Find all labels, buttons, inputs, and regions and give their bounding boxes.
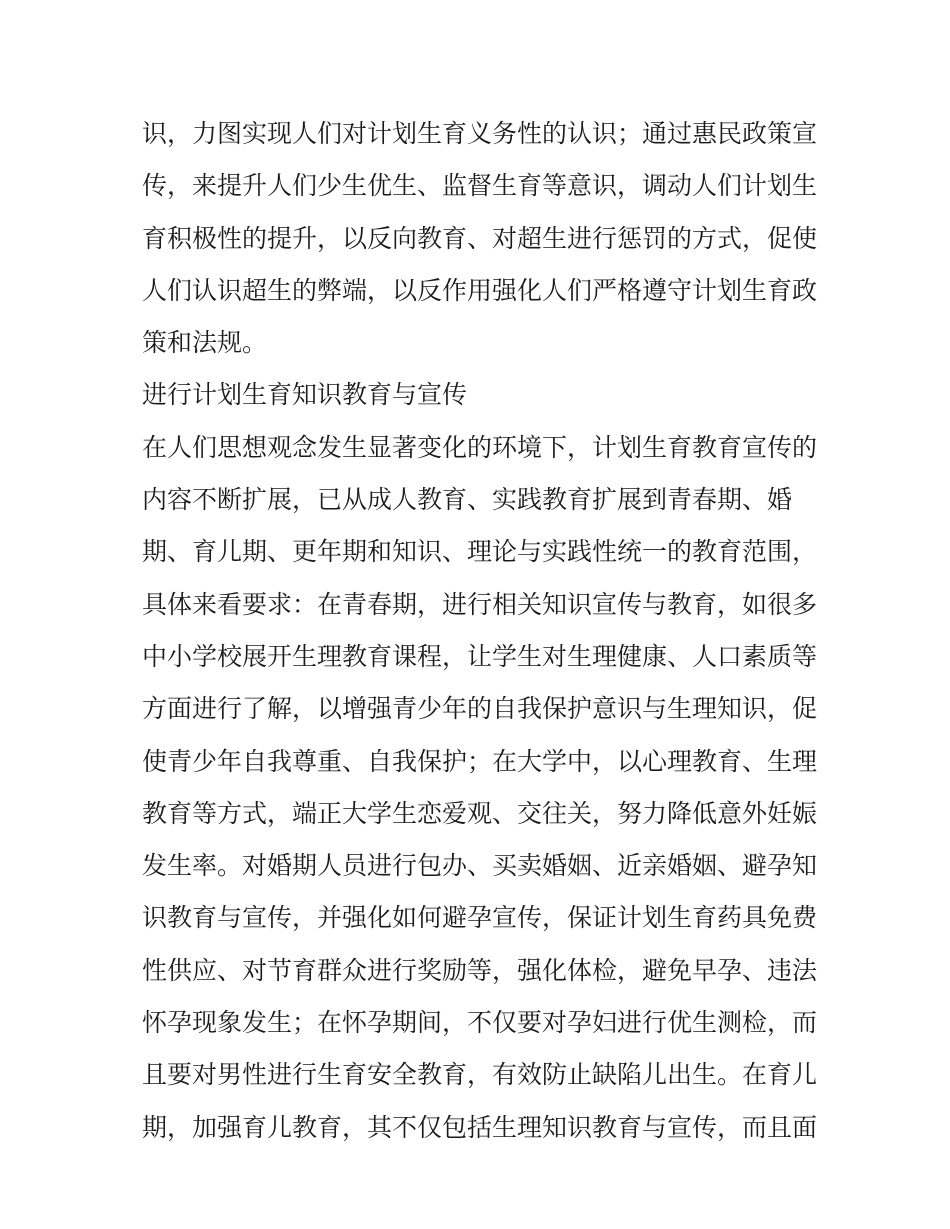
section-heading: 进行计划生育知识教育与宣传: [142, 380, 468, 410]
text-line: 期，加强育儿教育，其不仅包括生理知识教育与宣传，而且面: [142, 1112, 818, 1142]
text-line: 在人们思想观念发生显著变化的环境下，计划生育教育宣传的: [142, 432, 818, 462]
text-line: 中小学校展开生理教育课程，让学生对生理健康、人口素质等: [142, 641, 818, 671]
text-line: 策和法规。: [142, 328, 268, 358]
document-body: [142, 108, 822, 1154]
text-line: 传，来提升人们少生优生、监督生育等意识，调动人们计划生: [142, 171, 818, 201]
text-line: 期、育儿期、更年期和知识、理论与实践性统一的教育范围，: [142, 537, 818, 567]
text-line: 使青少年自我尊重、自我保护；在大学中，以心理教育、生理: [142, 746, 818, 776]
text-line: 人们认识超生的弊端，以反作用强化人们严格遵守计划生育政: [142, 275, 818, 305]
text-line: 育积极性的提升，以反向教育、对超生进行惩罚的方式，促使: [142, 223, 818, 253]
text-line: 内容不断扩展，已从成人教育、实践教育扩展到青春期、婚: [142, 485, 793, 515]
text-line: 具体来看要求：在青春期，进行相关知识宣传与教育，如很多: [142, 589, 818, 619]
text-line: 方面进行了解，以增强青少年的自我保护意识与生理知识，促: [142, 694, 818, 724]
text-line: 识教育与宣传，并强化如何避孕宣传，保证计划生育药具免费: [142, 903, 818, 933]
text-line: 性供应、对节育群众进行奖励等，强化体检，避免早孕、违法: [142, 955, 818, 985]
text-line: 发生率。对婚期人员进行包办、买卖婚姻、近亲婚姻、避孕知: [142, 851, 818, 881]
text-line: 教育等方式，端正大学生恋爱观、交往关，努力降低意外妊娠: [142, 798, 818, 828]
text-line: 且要对男性进行生育安全教育，有效防止缺陷儿出生。在育儿: [142, 1060, 818, 1090]
text-line: 识，力图实现人们对计划生育义务性的认识；通过惠民政策宣: [142, 119, 818, 148]
text-line: 怀孕现象发生；在怀孕期间，不仅要对孕妇进行优生测检，而: [142, 1008, 818, 1038]
